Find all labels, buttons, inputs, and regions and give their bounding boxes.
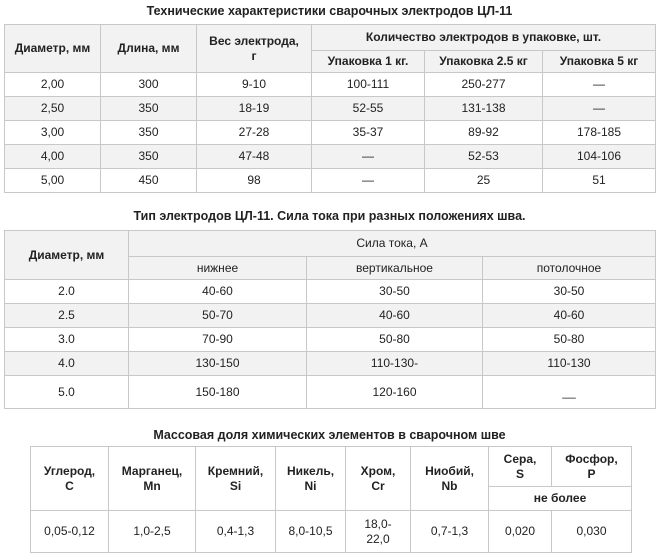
cell-diameter: 2,50 [5,97,101,121]
header-phosphorus [552,447,632,487]
cell-vertical: 120-160 [307,376,483,409]
header-ceiling-position: потолочное [483,257,656,280]
cell-sulfur: 0,020 [489,511,552,553]
cell-pack-1kg: — [312,145,425,169]
table-row [5,280,656,304]
header-sulfur-name: Сера, [503,451,537,466]
cell-weight: 18-19 [197,97,312,121]
header-quantity: Количество электродов в упаковке, шт. [312,25,656,51]
electrode-spec-table [4,24,656,193]
header-no-more: не более [489,487,632,511]
cell-ceiling: __ [483,376,656,409]
header-weight [197,25,312,73]
cell-vertical: 30-50 [307,280,483,304]
cell-lower: 150-180 [129,376,307,409]
cell-pack-2-5kg: 25 [425,169,543,193]
header-pack-2-5kg: Упаковка 2.5 кг [425,51,543,73]
cell-diameter: 3.0 [5,328,129,352]
header-vertical-position: вертикальное [307,257,483,280]
cell-length: 450 [101,169,197,193]
table-row [5,169,656,193]
cell-ceiling: 110-130 [483,352,656,376]
header-chromium-symbol: Cr [371,478,385,493]
cell-vertical: 50-80 [307,328,483,352]
cell-length: 350 [101,145,197,169]
cell-diameter: 5,00 [5,169,101,193]
cell-diameter: 5.0 [5,376,129,409]
header-nickel [276,447,346,511]
table-row [5,304,656,328]
cell-chromium-line2: 22,0 [366,531,390,546]
cell-diameter: 2,00 [5,73,101,97]
header-niobium [411,447,489,511]
header-weight-line2: г [251,48,257,63]
header-length: Длина, мм [101,25,197,73]
table-row [5,328,656,352]
cell-length: 350 [101,121,197,145]
cell-weight: 27-28 [197,121,312,145]
cell-carbon: 0,05-0,12 [31,511,109,553]
cell-length: 350 [101,97,197,121]
header-weight-line1: Вес электрода, [209,33,299,48]
cell-diameter: 3,00 [5,121,101,145]
table-row [5,376,656,409]
header-lower-position: нижнее [129,257,307,280]
table-row [5,352,656,376]
header-diameter: Диаметр, мм [5,231,129,280]
cell-vertical: 110-130- [307,352,483,376]
header-chromium [346,447,411,511]
cell-lower: 70-90 [129,328,307,352]
header-nickel-symbol: Ni [304,478,317,493]
table2-caption: Тип электродов ЦЛ-11. Сила тока при разных положениях шва. [133,209,526,223]
cell-pack-5kg: — [543,97,656,121]
header-phosphorus-name: Фосфор, [565,451,618,466]
cell-lower: 40-60 [129,280,307,304]
cell-pack-2-5kg: 131-138 [425,97,543,121]
cell-nickel: 8,0-10,5 [276,511,346,553]
cell-chromium-line1: 18,0- [364,516,392,531]
cell-pack-5kg: 178-185 [543,121,656,145]
cell-weight: 9-10 [197,73,312,97]
header-manganese [109,447,196,511]
cell-lower: 50-70 [129,304,307,328]
cell-diameter: 2.5 [5,304,129,328]
header-sulfur-symbol: S [515,466,524,481]
header-silicon [196,447,276,511]
cell-chromium [346,511,411,553]
cell-niobium: 0,7-1,3 [411,511,489,553]
cell-pack-1kg: 35-37 [312,121,425,145]
cell-weight: 47-48 [197,145,312,169]
table-row [5,97,656,121]
cell-ceiling: 30-50 [483,280,656,304]
header-current: Сила тока, А [129,231,656,257]
cell-diameter: 4,00 [5,145,101,169]
cell-pack-5kg: 104-106 [543,145,656,169]
cell-silicon: 0,4-1,3 [196,511,276,553]
cell-pack-2-5kg: 89-92 [425,121,543,145]
header-nickel-name: Никель, [286,463,335,478]
header-chromium-name: Хром, [360,463,396,478]
header-niobium-name: Ниобий, [425,463,474,478]
header-niobium-symbol: Nb [441,478,458,493]
header-manganese-name: Марганец, [121,463,183,478]
header-carbon [31,447,109,511]
header-pack-1kg: Упаковка 1 кг. [312,51,425,73]
cell-lower: 130-150 [129,352,307,376]
cell-pack-5kg: — [543,73,656,97]
cell-pack-1kg: — [312,169,425,193]
header-pack-5kg: Упаковка 5 кг [543,51,656,73]
table-row [31,511,632,553]
current-strength-table [4,230,656,409]
header-phosphorus-symbol: P [587,466,596,481]
table1-caption: Технические характеристики сварочных электродов ЦЛ-11 [146,4,513,18]
cell-ceiling: 50-80 [483,328,656,352]
header-carbon-symbol: C [65,478,74,493]
cell-pack-1kg: 100-111 [312,73,425,97]
chemical-composition-table [30,446,632,553]
cell-pack-5kg: 51 [543,169,656,193]
table-row [5,121,656,145]
cell-pack-2-5kg: 52-53 [425,145,543,169]
header-manganese-symbol: Mn [143,478,161,493]
cell-ceiling: 40-60 [483,304,656,328]
cell-weight: 98 [197,169,312,193]
cell-diameter: 4.0 [5,352,129,376]
table3-caption: Массовая доля химических элементов в сварочном шве [153,428,506,442]
cell-length: 300 [101,73,197,97]
cell-vertical: 40-60 [307,304,483,328]
table-row [5,145,656,169]
cell-pack-2-5kg: 250-277 [425,73,543,97]
cell-manganese: 1,0-2,5 [109,511,196,553]
cell-phosphorus: 0,030 [552,511,632,553]
cell-diameter: 2.0 [5,280,129,304]
header-carbon-name: Углерод, [43,463,96,478]
header-sulfur [489,447,552,487]
header-silicon-name: Кремний, [207,463,264,478]
table-row [5,73,656,97]
header-silicon-symbol: Si [229,478,242,493]
header-diameter: Диаметр, мм [5,25,101,73]
cell-pack-1kg: 52-55 [312,97,425,121]
